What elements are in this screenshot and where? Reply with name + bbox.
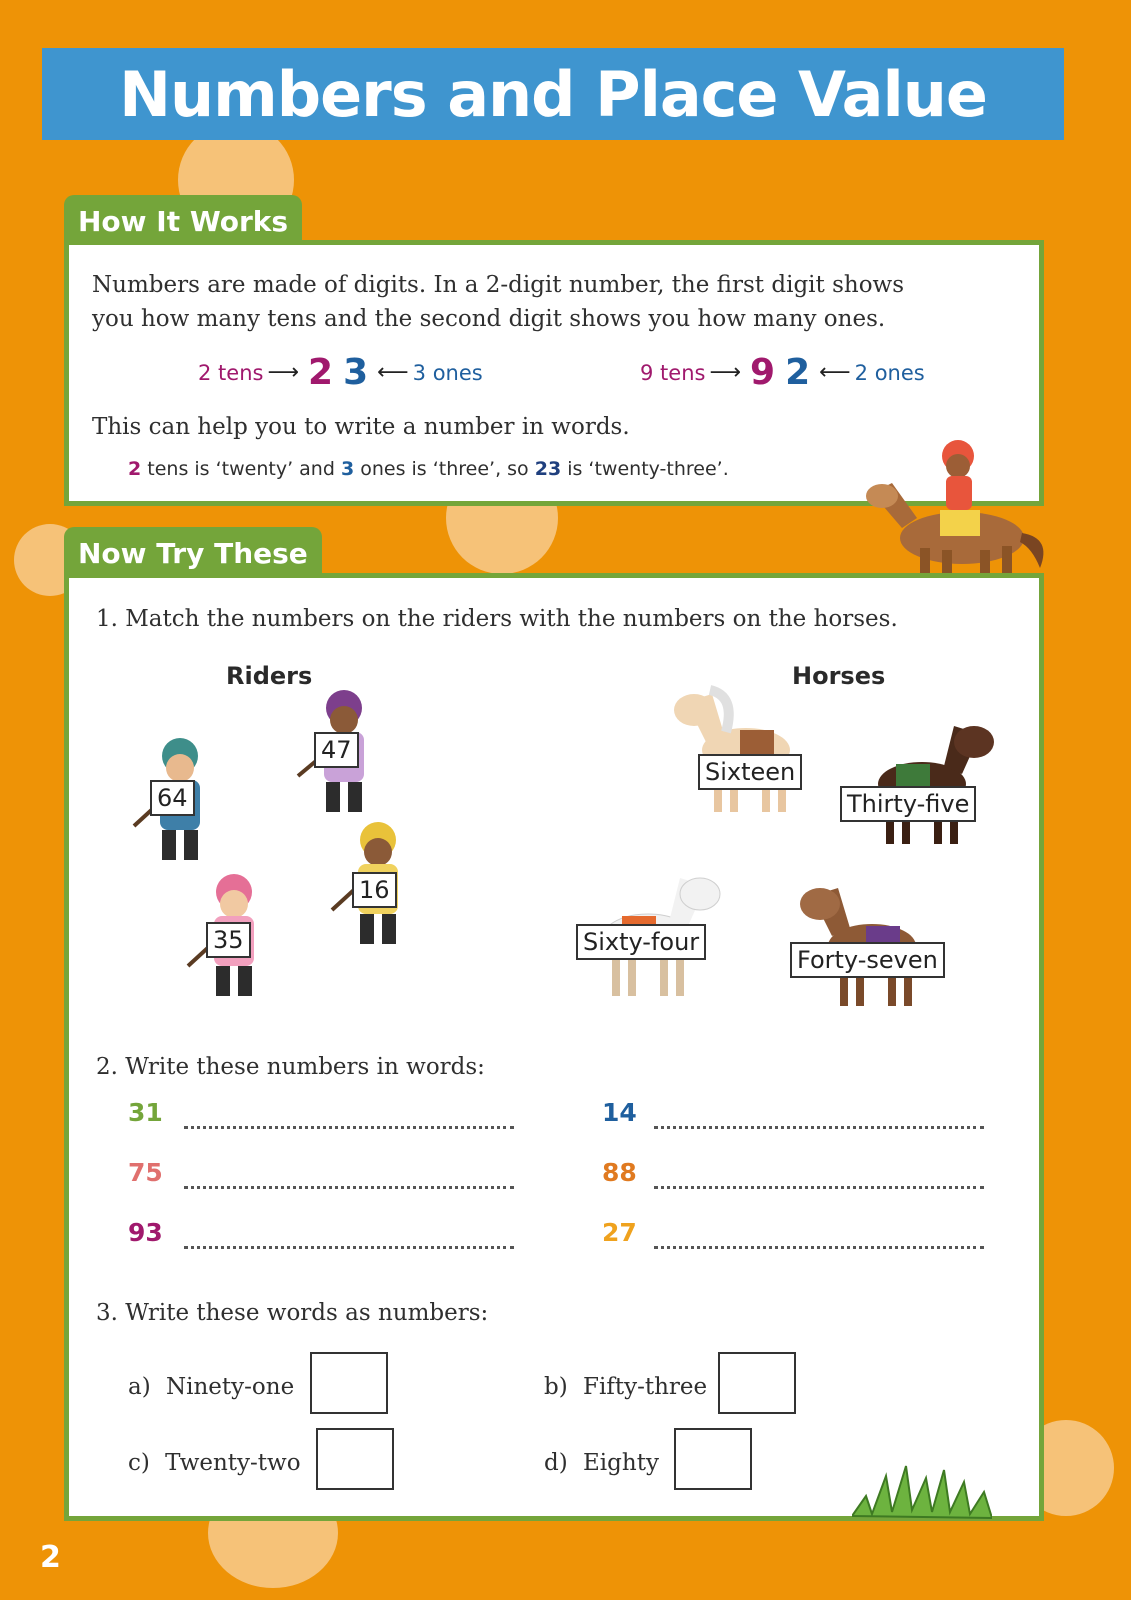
item-word: Twenty-two <box>165 1450 301 1476</box>
place-value-example-1 <box>198 352 483 393</box>
number-to-write: 14 <box>602 1098 637 1127</box>
arrow-right-icon: ⟶ <box>267 360 299 385</box>
horses-heading: Horses <box>792 662 886 690</box>
tens-label: 2 tens <box>198 360 264 385</box>
horse-figure <box>666 672 806 822</box>
title-banner <box>42 48 1064 140</box>
item-letter: b) <box>544 1374 568 1400</box>
answer-line[interactable] <box>654 1126 984 1129</box>
grass-illustration <box>852 1456 992 1526</box>
answer-line[interactable] <box>654 1246 984 1249</box>
rider-number-card: 35 <box>206 922 251 958</box>
question-1: 1. Match the numbers on the riders with the numbers on the horses. <box>96 606 898 632</box>
example-text: ones is ‘three’, so <box>354 458 535 480</box>
arrow-left-icon: ⟵ <box>819 360 851 385</box>
horse-figure <box>866 704 1006 854</box>
tens-value: 2 <box>128 458 142 480</box>
answer-box[interactable] <box>316 1428 394 1490</box>
explanation-line-1: Numbers are made of digits. In a 2-digit number, the first digit shows <box>92 272 905 298</box>
example-text: tens is ‘twenty’ and <box>141 458 341 480</box>
arrow-left-icon: ⟵ <box>377 360 409 385</box>
ones-value: 3 <box>340 458 355 480</box>
item-letter: d) <box>544 1450 568 1476</box>
ones-digit: 3 <box>343 352 369 393</box>
item-word: Fifty-three <box>583 1374 708 1400</box>
arrow-right-icon: ⟶ <box>709 360 741 385</box>
answer-line[interactable] <box>184 1246 514 1249</box>
rider-number-card: 47 <box>314 732 359 768</box>
tens-digit: 9 <box>750 352 776 393</box>
ones-label: 2 ones <box>854 360 925 385</box>
horse-figure <box>792 866 932 1016</box>
number-to-write: 88 <box>602 1158 637 1187</box>
worked-example <box>128 458 729 480</box>
how-it-works-tab: How It Works <box>64 195 302 244</box>
word-item <box>128 1450 301 1476</box>
horse-name-card: Thirty-five <box>840 786 976 822</box>
tens-label: 9 tens <box>640 360 706 385</box>
answer-line[interactable] <box>184 1126 514 1129</box>
answer-line[interactable] <box>654 1186 984 1189</box>
rider-number-card: 16 <box>352 872 397 908</box>
example-text: is ‘twenty-three’. <box>561 458 729 480</box>
rider-number-card: 64 <box>150 780 195 816</box>
ones-label: 3 ones <box>412 360 483 385</box>
word-item <box>544 1374 707 1400</box>
word-item <box>128 1374 294 1400</box>
number-value: 23 <box>534 458 562 480</box>
explanation-line-2: you how many tens and the second digit shows you how many ones. <box>92 306 886 332</box>
answer-box[interactable] <box>718 1352 796 1414</box>
answer-box[interactable] <box>674 1428 752 1490</box>
number-to-write: 31 <box>128 1098 163 1127</box>
explanation-line-3: This can help you to write a number in words. <box>92 414 630 440</box>
number-to-write: 75 <box>128 1158 163 1187</box>
answer-line[interactable] <box>184 1186 514 1189</box>
page-title: Numbers and Place Value <box>119 57 987 131</box>
question-2: 2. Write these numbers in words: <box>96 1054 485 1080</box>
horse-name-card: Forty-seven <box>790 942 945 978</box>
tens-digit: 2 <box>308 352 334 393</box>
now-try-these-tab: Now Try These <box>64 527 322 576</box>
item-letter: c) <box>128 1450 150 1476</box>
number-to-write: 27 <box>602 1218 637 1247</box>
item-letter: a) <box>128 1374 151 1400</box>
riders-heading: Riders <box>226 662 313 690</box>
page-number: 2 <box>40 1540 61 1575</box>
question-3: 3. Write these words as numbers: <box>96 1300 489 1326</box>
horse-name-card: Sixteen <box>698 754 802 790</box>
place-value-example-2 <box>640 352 925 393</box>
answer-box[interactable] <box>310 1352 388 1414</box>
horse-name-card: Sixty-four <box>576 924 706 960</box>
item-word: Eighty <box>583 1450 659 1476</box>
ones-digit: 2 <box>785 352 811 393</box>
word-item <box>544 1450 659 1476</box>
number-to-write: 93 <box>128 1218 163 1247</box>
item-word: Ninety-one <box>166 1374 295 1400</box>
